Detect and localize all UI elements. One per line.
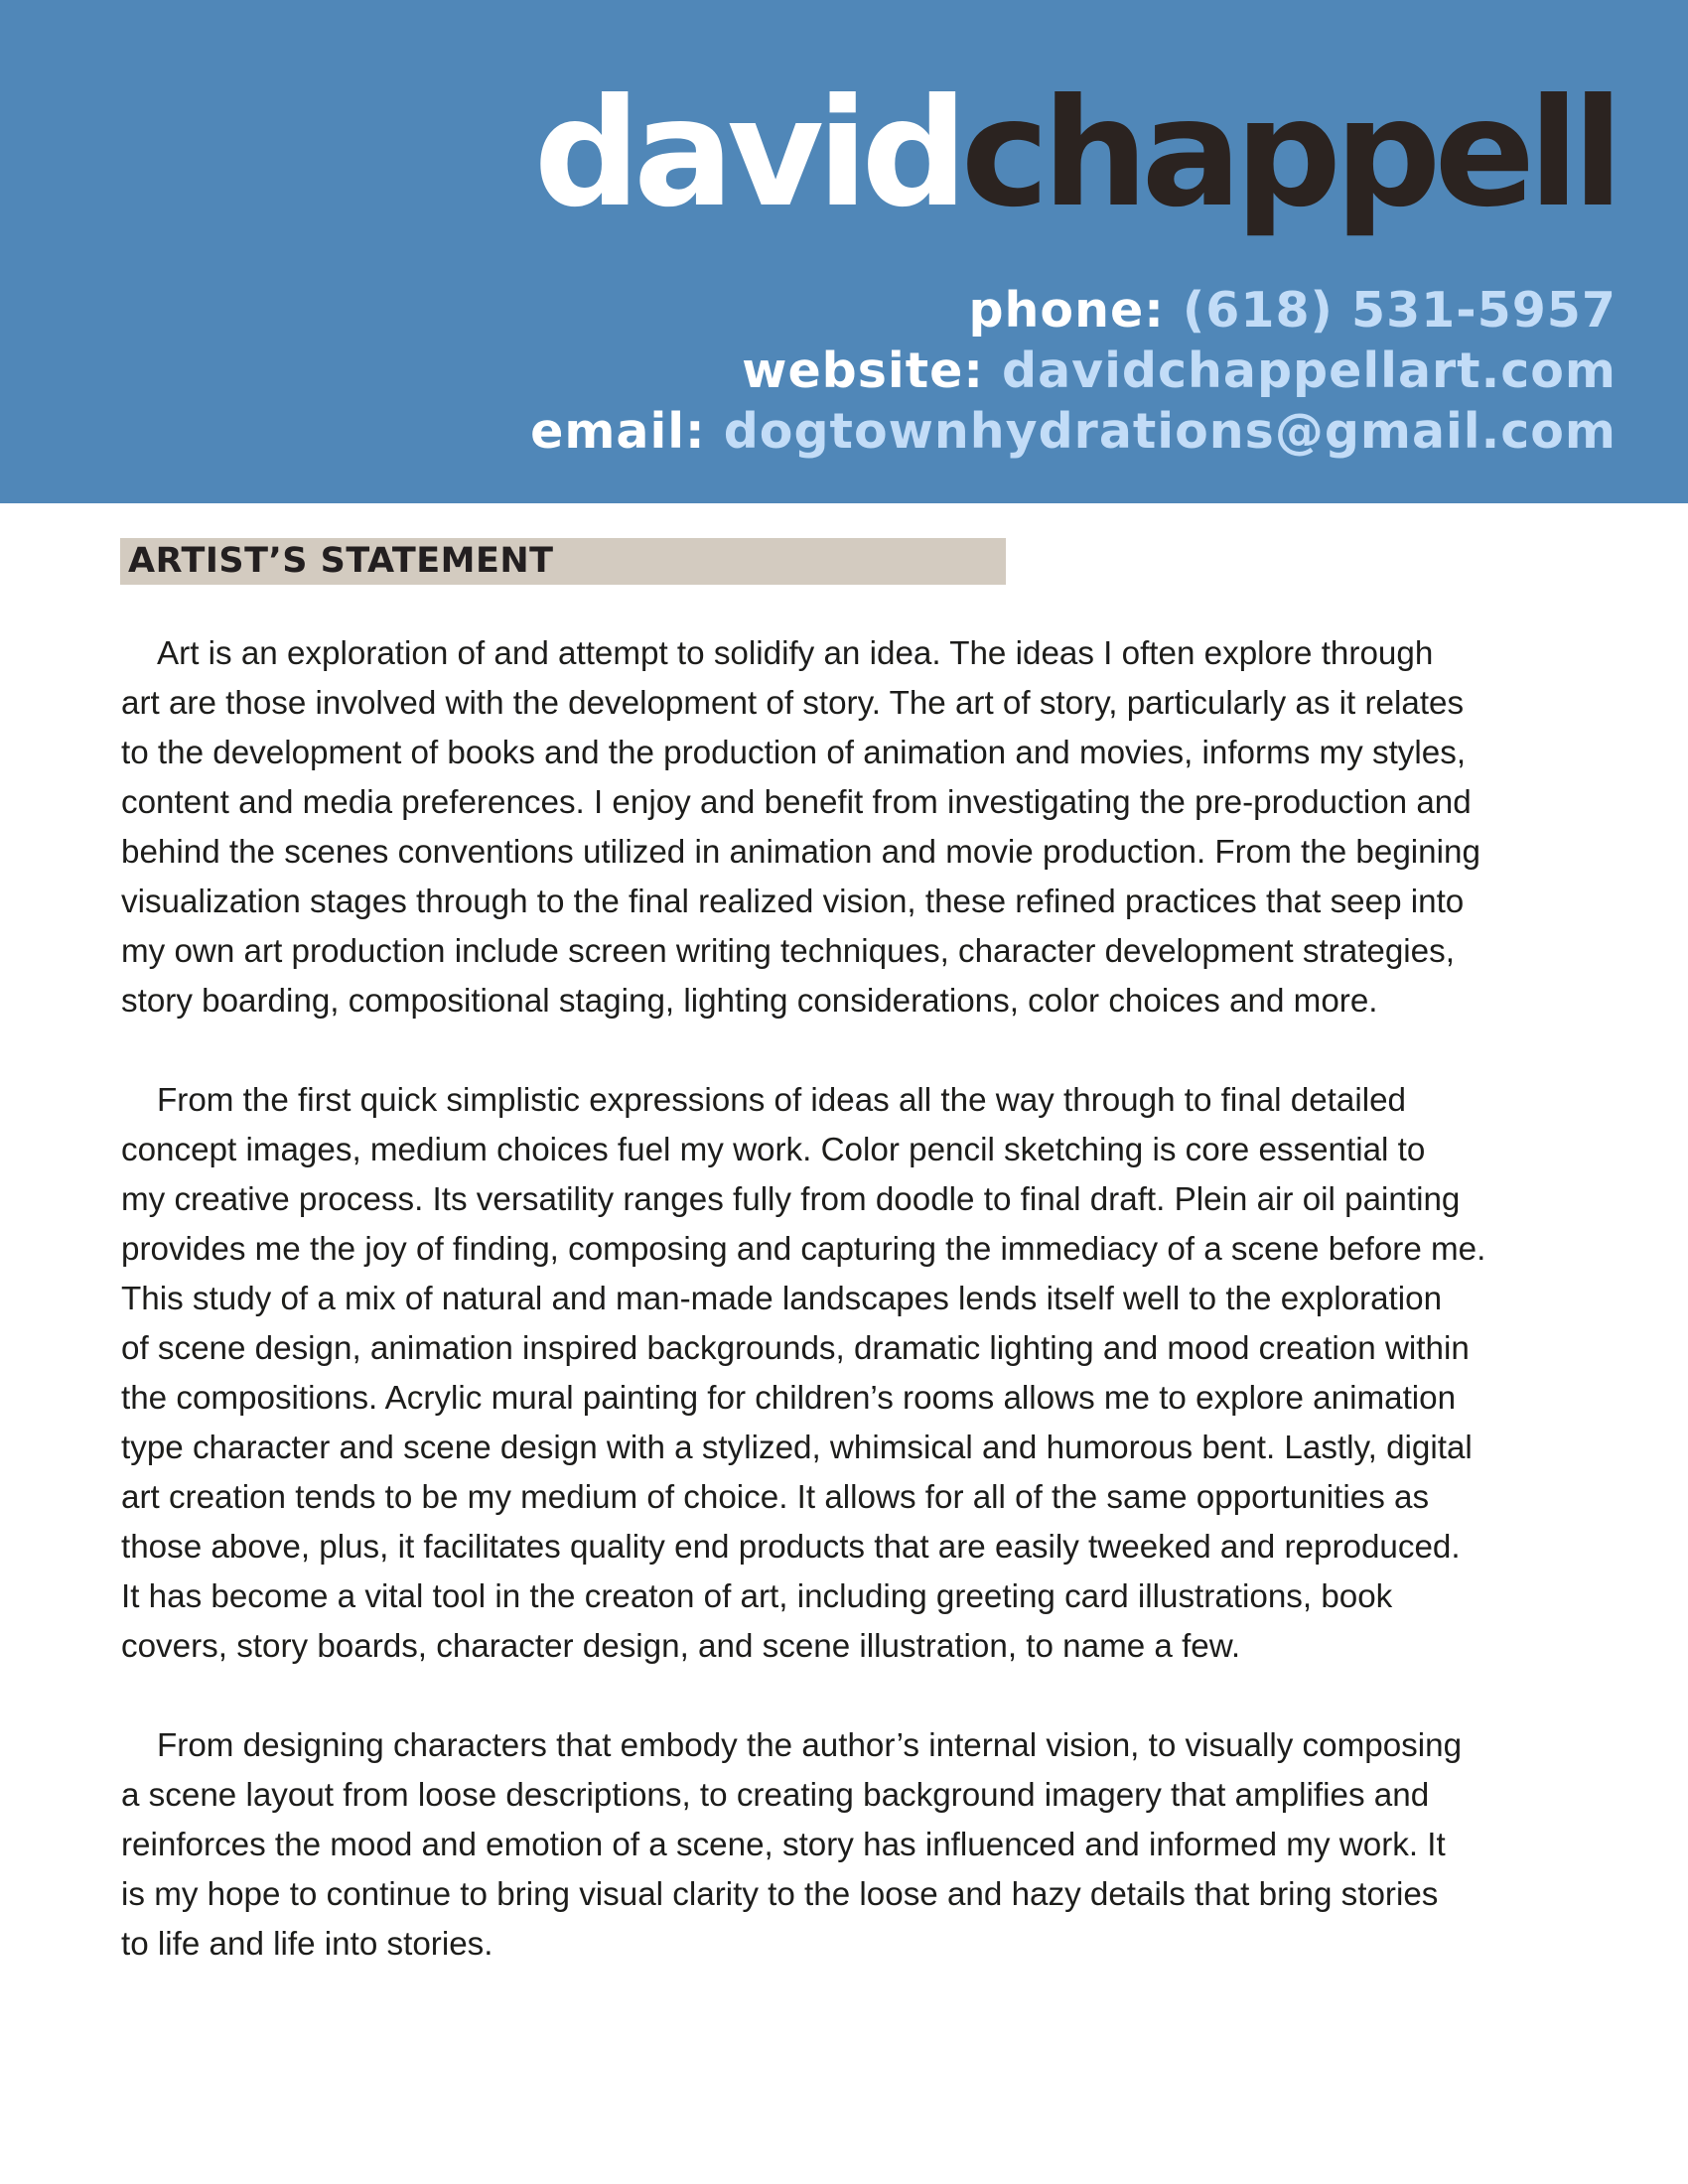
paragraph-line: covers, story boards, character design, and scene illustration, to name a few. [121, 1628, 1241, 1665]
paragraph-spacer [121, 1672, 1601, 1721]
website-link[interactable]: davidchappellart.com [1002, 342, 1617, 399]
paragraph-line: is my hope to continue to bring visual clarity to the loose and hazy details that bring stories [121, 1876, 1439, 1913]
paragraph-line: reinforces the mood and emotion of a scene, story has influenced and informed my work. It [121, 1827, 1446, 1863]
paragraph-line: a scene layout from loose descriptions, to creating background imagery that amplifies and [121, 1777, 1430, 1814]
paragraph-line: This study of a mix of natural and man-made landscapes lends itself well to the exploration [121, 1281, 1443, 1317]
paragraph-line: the compositions. Acrylic mural painting for children’s rooms allows me to explore animation [121, 1380, 1457, 1417]
artist-name [534, 69, 1617, 238]
website-label: website: [742, 342, 984, 399]
contact-website [530, 341, 1617, 401]
paragraph-line: story boarding, compositional staging, lighting considerations, color choices and more. [121, 983, 1378, 1020]
first-name: david [533, 68, 961, 240]
phone-value[interactable]: (618) 531-5957 [1182, 282, 1617, 339]
email-link[interactable]: dogtownhydrations@gmail.com [723, 403, 1617, 460]
contact-info [530, 280, 1617, 462]
paragraph-line: It has become a vital tool in the creaton of art, including greeting card illustrations, book [121, 1578, 1393, 1615]
paragraph-line: behind the scenes conventions utilized in animation and movie production. From the begining [121, 834, 1480, 871]
paragraph-line: my own art production include screen writing techniques, character development strategies, [121, 933, 1455, 970]
paragraph-line: type character and scene design with a stylized, whimsical and humorous bent. Lastly, digital [121, 1430, 1473, 1466]
paragraph-spacer [121, 1026, 1601, 1076]
paragraph-line: to the development of books and the production of animation and movies, informs my styles, [121, 735, 1467, 771]
statement-paragraph [121, 1721, 1601, 1970]
paragraph-line: From the first quick simplistic expressions of ideas all the way through to final detailed [157, 1082, 1407, 1119]
contact-phone [530, 280, 1617, 341]
last-name: chappell [960, 68, 1617, 240]
paragraph-line: concept images, medium choices fuel my work. Color pencil sketching is core essential to [121, 1132, 1426, 1168]
paragraph-line: From designing characters that embody the author’s internal vision, to visually composing [157, 1727, 1463, 1764]
paragraph-line: art creation tends to be my medium of choice. It allows for all of the same opportunities as [121, 1479, 1430, 1516]
statement-paragraph [121, 629, 1601, 1026]
section-heading-bar [120, 538, 1006, 585]
paragraph-line: those above, plus, it facilitates quality end products that are easily tweeked and reproduced. [121, 1529, 1461, 1566]
paragraph-line: my creative process. Its versatility ranges fully from doodle to final draft. Plein air oil painting [121, 1181, 1461, 1218]
paragraph-line: of scene design, animation inspired backgrounds, dramatic lighting and mood creation within [121, 1330, 1470, 1367]
header-banner [0, 0, 1688, 503]
statement-body [121, 629, 1601, 1970]
email-label: email: [530, 403, 706, 460]
paragraph-line: to life and life into stories. [121, 1926, 493, 1963]
section-title: ARTIST’S STATEMENT [128, 541, 554, 581]
paragraph-line: provides me the joy of finding, composing and capturing the immediacy of a scene before me. [121, 1231, 1486, 1268]
paragraph-line: art are those involved with the development of story. The art of story, particularly as it relates [121, 685, 1465, 722]
paragraph-line: visualization stages through to the final realized vision, these refined practices that seep into [121, 884, 1465, 920]
statement-paragraph [121, 1076, 1601, 1672]
paragraph-line: content and media preferences. I enjoy and benefit from investigating the pre-production and [121, 784, 1472, 821]
paragraph-line: Art is an exploration of and attempt to solidify an idea. The ideas I often explore through [157, 635, 1434, 672]
contact-email [530, 401, 1617, 462]
phone-label: phone: [968, 282, 1165, 339]
